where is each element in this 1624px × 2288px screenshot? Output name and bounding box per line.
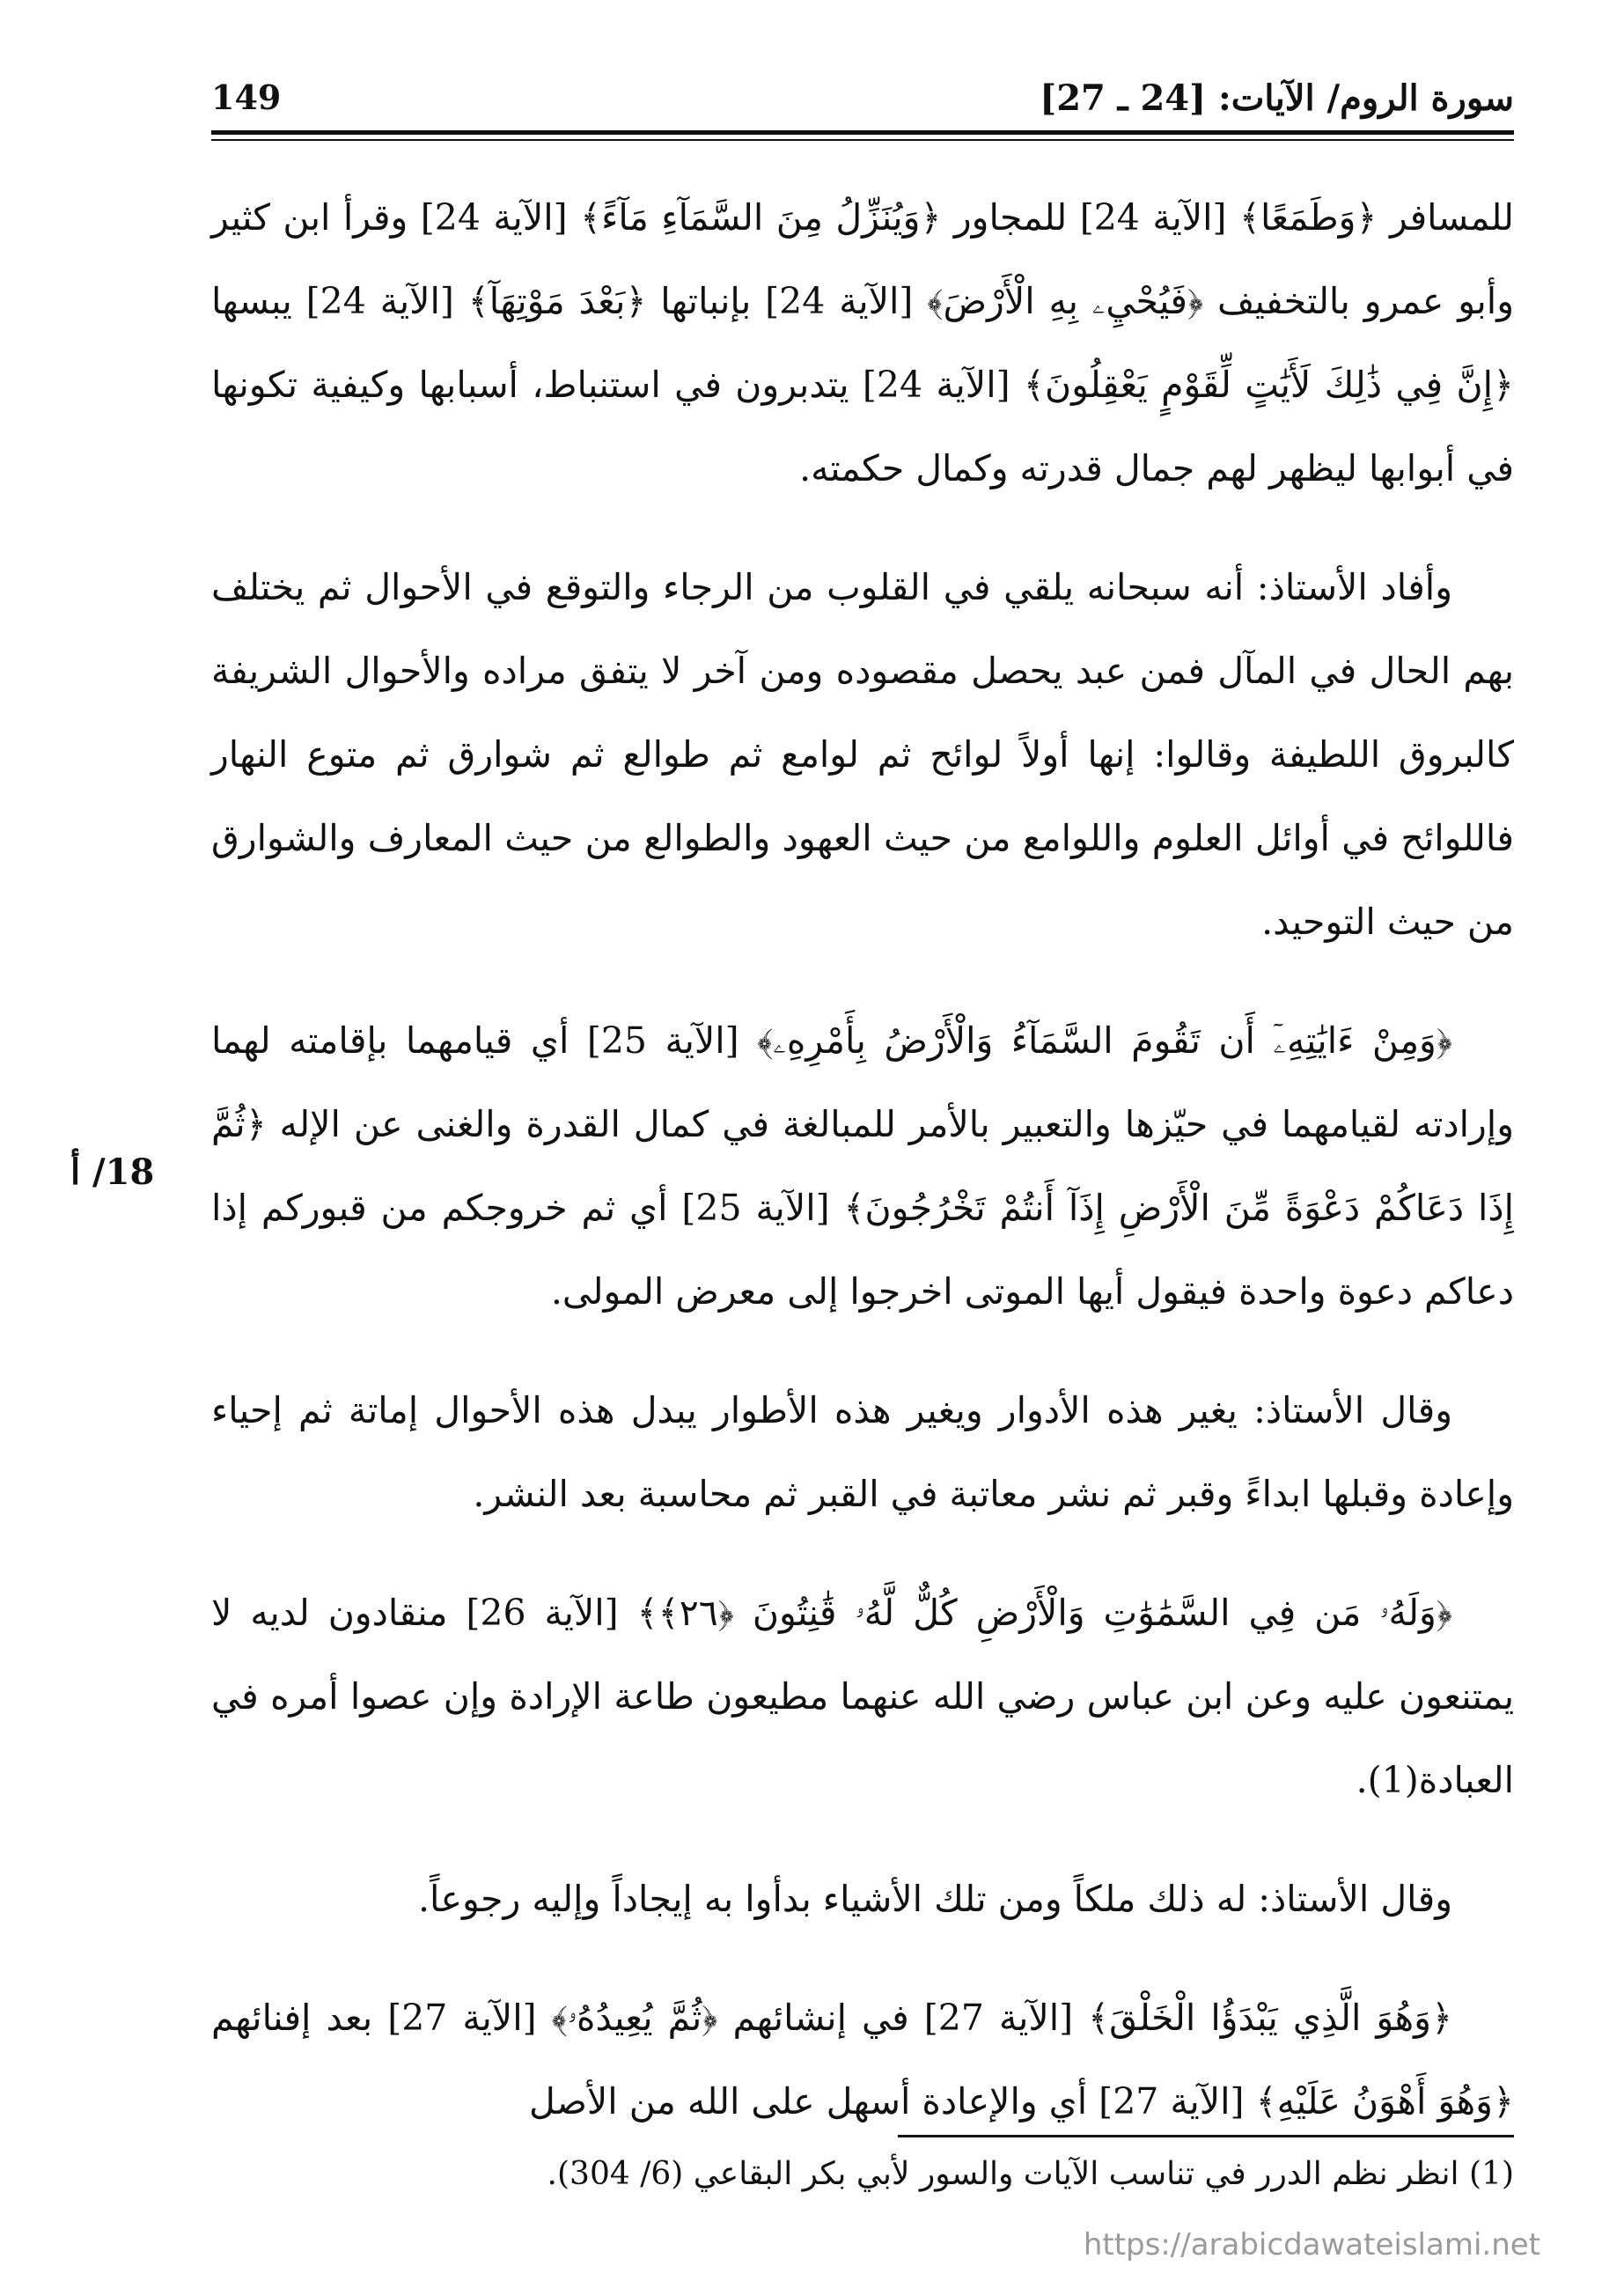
paragraph: وقال الأستاذ: له ذلك ملكاً ومن تلك الأشياء بدأوا به إيجاداً وإليه رجوعاً. <box>417 1878 1452 1920</box>
header-rule-thin <box>211 139 1514 141</box>
main-text <box>211 176 1514 2179</box>
paragraph: ﴿وَمِنْ ءَايَٰتِهِۦٓ أَن تَقُومَ السَّمَآءُ وَالْأَرْضُ بِأَمْرِهِۦ﴾ [الآية 25] أي قيامهما بإقامته لهما وإرادته لقيامهما في حيّزها والتعبير بالأمر للمبالغة في كمال القدرة والغنى عن الإله ﴿ثُمَّ إِذَا دَعَاكُمْ دَعْوَةً مِّنَ الْأَرْضِ إِذَآ أَنتُمْ تَخْرُجُونَ﴾ [الآية 25] أي ثم خروجكم من قبوركم إذا دعاكم دعوة واحدة فيقول أيها الموتى اخرجوا إلى معرض المولى. <box>211 1019 1514 1313</box>
paragraph: وأفاد الأستاذ: أنه سبحانه يلقي في القلوب من الرجاء والتوقع في الأحوال ثم يختلف بهم الحال في المآل فمن عبد يحصل مقصوده ومن آخر لا يتفق مراده والأحوال الشريفة كالبروق اللطيفة وقالوا: إنها أولاً لوائح ثم لوامع ثم طوالع ثم شوارق ثم متوع النهار فاللوائح في أوائل العلوم واللوامع من حيث العهود والطوالع من حيث المعارف والشوارق من حيث التوحيد. <box>211 566 1514 943</box>
paragraph: للمسافر ﴿وَطَمَعًا﴾ [الآية 24] للمجاور ﴿وَيُنَزِّلُ مِنَ السَّمَآءِ مَآءً﴾ [الآية 24] وقرأ ابن كثير وأبو عمرو بالتخفيف ﴿فَيُحْيِۦ بِهِ الْأَرْضَ﴾ [الآية 24] بإنباتها ﴿بَعْدَ مَوْتِهَآ﴾ [الآية 24] يبسها ﴿إِنَّ فِي ذَٰلِكَ لَأَيَٰتٍ لِّقَوْمٍ يَعْقِلُونَ﴾ [الآية 24] يتدبرون في استنباط، أسبابها وكيفية تكونها في أبوابها ليظهر لهم جمال قدرته وكمال حكمته. <box>211 196 1515 489</box>
page-number: 149 <box>211 77 282 117</box>
page-header <box>211 77 1514 130</box>
watermark-url: https://arabicdawateislami.net <box>1083 2227 1540 2262</box>
header-rule-thick <box>211 130 1514 135</box>
running-title: سورة الروم/ الآيات: [24 ـ 27] <box>1040 77 1514 119</box>
paragraph: ﴿وَلَهُۥ مَن فِي السَّمَٰوَٰتِ وَالْأَرْضِ كُلٌّ لَّهُۥ قَٰنِتُونَ ﴿٢٦﴾﴾ [الآية 26] منقادون لديه لا يمتنعون عليه وعن ابن عباس رضي الله عنهما مطيعون طاعة الإرادة وإن عصوا أمره في العبادة(1). <box>211 1592 1514 1801</box>
footnote-divider <box>898 2135 1514 2137</box>
paragraph: ﴿وَهُوَ الَّذِي يَبْدَؤُا الْخَلْقَ﴾ [الآية 27] في إنشائهم ﴿ثُمَّ يُعِيدُهُۥ﴾ [الآية 27] بعد إفنائهم ﴿وَهُوَ أَهْوَنُ عَلَيْهِ﴾ [الآية 27] أي والإعادة أسهل على الله من الأصل <box>211 1997 1514 2122</box>
paragraph: وقال الأستاذ: يغير هذه الأدوار ويغير هذه الأطوار يبدل هذه الأحوال إماتة ثم إحياء وإعادة وقبلها ابداءً وقبر ثم نشر معاتبة في القبر ثم محاسبة بعد النشر. <box>211 1389 1514 1515</box>
footnote: (1) انظر نظم الدرر في تناسب الآيات والسور لأبي بكر البقاعي (6/ 304). <box>547 2156 1514 2192</box>
manuscript-folio-note: 18/ أ <box>70 1151 155 1193</box>
